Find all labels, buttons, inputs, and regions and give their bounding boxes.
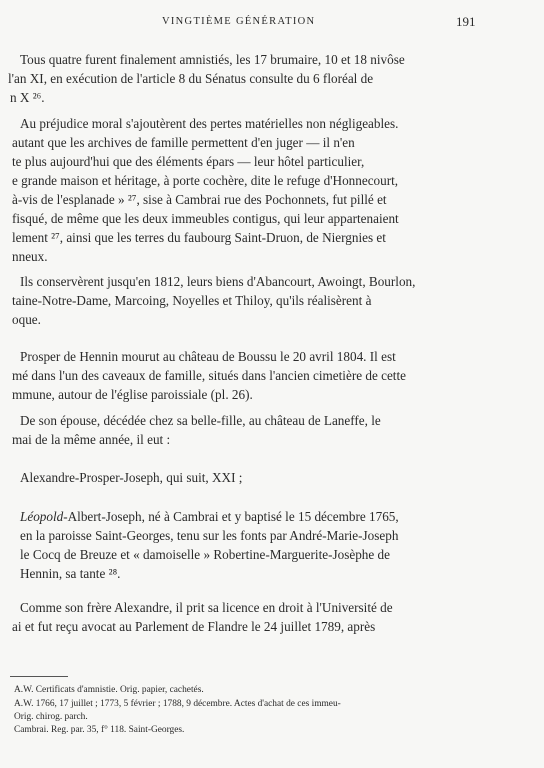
child-name-italic: Léopold [20, 509, 64, 524]
text-line: à-vis de l'esplanade » ²⁷, sise à Cambrai rue des Pochonnets, fut pillé et [12, 192, 387, 207]
footnote: A.W. Certificats d'amnistie. Orig. papier, cachetés. [14, 685, 204, 695]
text-line: n X ²⁶. [10, 90, 45, 105]
page-header [0, 12, 544, 32]
footnote: Orig. chirog. parch. [14, 712, 88, 722]
text-line: l'an XI, en exécution de l'article 8 du Sénatus consulte du 6 floréal de [8, 71, 374, 86]
child-entry-alexandre: Alexandre-Prosper-Joseph, qui suit, XXI ; [20, 470, 243, 485]
text-line: Au préjudice moral s'ajoutèrent des pertes matérielles non négligeables. [20, 116, 399, 131]
text-line: autant que les archives de famille permettent d'en juger — il n'en [12, 135, 355, 150]
text-line: taine-Notre-Dame, Marcoing, Noyelles et Thiloy, qu'ils réalisèrent à [12, 293, 372, 308]
text-line: te plus aujourd'hui que des éléments épars — leur hôtel particulier, [12, 154, 365, 169]
page-number: 191 [456, 14, 476, 29]
text-line: Ils conservèrent jusqu'en 1812, leurs biens d'Abancourt, Awoingt, Bourlon, [20, 274, 416, 289]
footnote: Cambrai. Reg. par. 35, f° 118. Saint-Georges. [14, 725, 185, 735]
text-line: lement ²⁷, ainsi que les terres du faubourg Saint-Druon, de Niergnies et [12, 230, 386, 245]
text-line: e grande maison et héritage, à porte cochère, dite le refuge d'Honnecourt, [12, 173, 399, 188]
running-head: VINGTIÈME GÉNÉRATION [162, 16, 316, 27]
text-line: oque. [12, 312, 41, 327]
text-segment: -Albert-Joseph, né à Cambrai et y baptisé le 15 décembre 1765, [63, 509, 399, 524]
text-line: mai de la même année, il eut : [12, 432, 171, 447]
footnote-rule [10, 676, 68, 677]
text-line: mé dans l'un des caveaux de famille, situés dans l'ancien cimetière de cette [12, 368, 406, 383]
text-line: Comme son frère Alexandre, il prit sa licence en droit à l'Université de [20, 600, 393, 615]
text-line: le Cocq de Breuze et « damoiselle » Robertine-Marguerite-Josèphe de [20, 547, 390, 562]
footnote: A.W. 1766, 17 juillet ; 1773, 5 février ; 1788, 9 décembre. Actes d'achat de ces immeu- [14, 699, 341, 709]
text-line: mmune, autour de l'église paroissiale (pl. 26). [12, 387, 253, 402]
text-line: fisqué, de même que les deux immeubles contigus, qui leur appartenaient [12, 211, 399, 226]
text-line [20, 509, 399, 525]
text-line: Tous quatre furent finalement amnistiés, les 17 brumaire, 10 et 18 nivôse [20, 52, 405, 67]
text-line: Prosper de Hennin mourut au château de Boussu le 20 avril 1804. Il est [20, 349, 396, 364]
text-line: De son épouse, décédée chez sa belle-fille, au château de Laneffe, le [20, 413, 381, 428]
text-line: ai et fut reçu avocat au Parlement de Flandre le 24 juillet 1789, après [12, 619, 376, 634]
text-line: Hennin, sa tante ²⁸. [20, 566, 121, 581]
text-line: en la paroisse Saint-Georges, tenu sur les fonts par André-Marie-Joseph [20, 528, 399, 543]
text-line: nneux. [12, 249, 48, 264]
